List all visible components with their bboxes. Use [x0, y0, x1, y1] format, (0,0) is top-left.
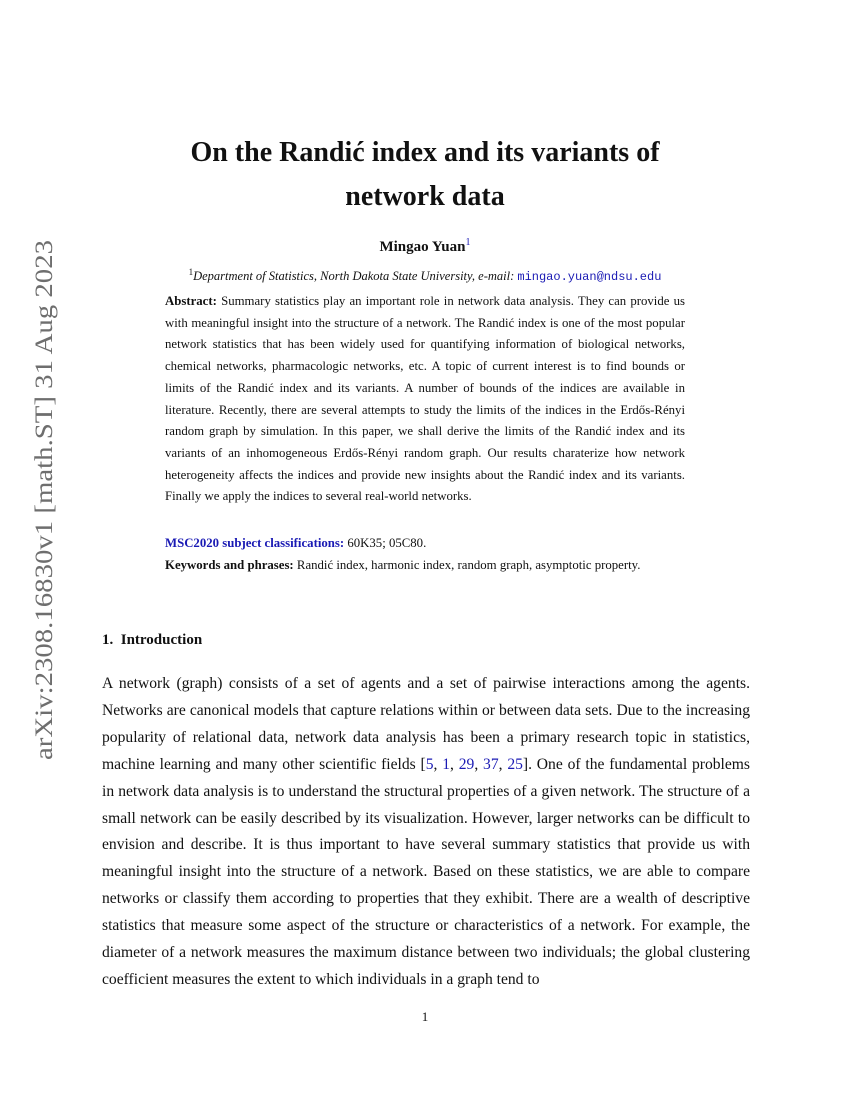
paper-title-line-2: network data	[345, 181, 505, 212]
intro-text-part-2: ]. One of the fundamental problems in network data analysis is to understand the structural properties of a given network. The structure of a small network can be easily described by its visualization. However, larger networks can be difficult to envision and describe. It is thus important to have several summary statistics that provide us with meaningful insight into the structure of a network. Based on these statistics, we are able to compare networks or classify them according to properties that they exhibit. There are a wealth of descriptive statistics that measure some aspect of the structure or characteristics of a network. For example, the diameter of a network measures the maximum distance between two individuals; the global clustering coefficient measures the extent to which individuals in a graph tend to	[102, 755, 751, 988]
citation-link[interactable]: 1	[442, 755, 451, 773]
keywords	[165, 555, 685, 577]
abstract-text: Summary statistics play an important role in network data analysis. They can provide us with meaningful insight into the structure of a network. The Randić index is one of the most popular network statistics that has been widely used for quantifying information of biological networks, chemical networks, pharmacologic networks, etc. A topic of current interest is to find bounds or limits of the Randić index and its variants. A number of bounds of the indices are available in literature. Recently, there are several attempts to study the limits of the indices in the Erdős-Rényi random graph by simulation. In this paper, we shall derive the limits of the Randić index and its variants of an inhomogeneous Erdős-Rényi random graph. Our results charaterize how network heterogeneity affects the indices and provide new insights about the Randić index and its variants. Finally we apply the indices to several real-world networks.	[165, 294, 685, 504]
introduction-paragraph: A network (graph) consists of a set of agents and a set of pairwise interactions among the agents. Networks are canonical models that capture relations within or between data sets. Due to the increasing popularity of relational data, network data analysis has been a primary research topic in statistics, machine learning and many other scientific fields [5, 1, 29, 37, 25]. One of the fundamental problems in network data analysis is to understand the structural properties of a given network. The structure of a small network can be easily described by its visualization. However, larger networks can be difficult to envision and describe. It is thus important to have several summary statistics that provide us with meaningful insight into the structure of a network. Based on these statistics, we are able to compare networks or classify them according to properties that they exhibit. There are a wealth of descriptive statistics that measure some aspect of the structure or characteristics of a network. For example, the diameter of a network measures the maximum distance between two individuals; the global clustering coefficient measures the extent to which individuals in a graph tend to	[102, 675, 751, 988]
section-heading-introduction	[102, 630, 202, 650]
author-affiliation-mark[interactable]: 1	[465, 237, 471, 248]
author-email-link[interactable]: mingao.yuan@ndsu.edu	[517, 270, 662, 285]
msc-label-link[interactable]: MSC2020 subject classifications:	[165, 536, 345, 550]
abstract	[165, 291, 685, 508]
arxiv-identifier-text: arXiv:2308.16830v1 [math.ST] 31 Aug 2023	[31, 308, 58, 760]
affiliation	[100, 264, 750, 285]
keywords-label: Keywords and phrases:	[165, 557, 294, 572]
affiliation-text: Department of Statistics, North Dakota State University, e-mail:	[193, 269, 518, 284]
author-line	[100, 234, 750, 256]
arxiv-identifier-stamp	[22, 240, 62, 760]
classification-block	[165, 533, 685, 576]
citation-link[interactable]: 25	[507, 755, 523, 773]
paper-title	[100, 131, 750, 219]
author-name: Mingao Yuan	[379, 239, 466, 255]
msc-value: 60K35; 05C80.	[347, 536, 427, 550]
paper-title-line-1: On the Randić index and its variants of	[190, 137, 660, 168]
section-number: 1.	[102, 632, 114, 648]
section-title: Introduction	[120, 632, 203, 648]
abstract-label: Abstract:	[165, 294, 217, 308]
citation-link[interactable]: 5	[425, 755, 434, 773]
msc-classifications	[165, 533, 685, 555]
page-number: 1	[421, 1009, 429, 1024]
citation-link[interactable]: 29	[458, 755, 475, 773]
keywords-value: Randić index, harmonic index, random graph, asymptotic property.	[296, 557, 641, 572]
intro-text-part-1: A network (graph) consists of a set of agents and a set of pairwise interactions among the agents. Networks are canonical models that capture relations within or between data sets. Due to the increasing popularity of relational data, network data analysis has been a primary research topic in statistics, machine learning and many other scientific fields [	[102, 675, 750, 773]
affiliation-mark: 1	[188, 267, 194, 277]
citation-link[interactable]: 37	[483, 755, 499, 773]
